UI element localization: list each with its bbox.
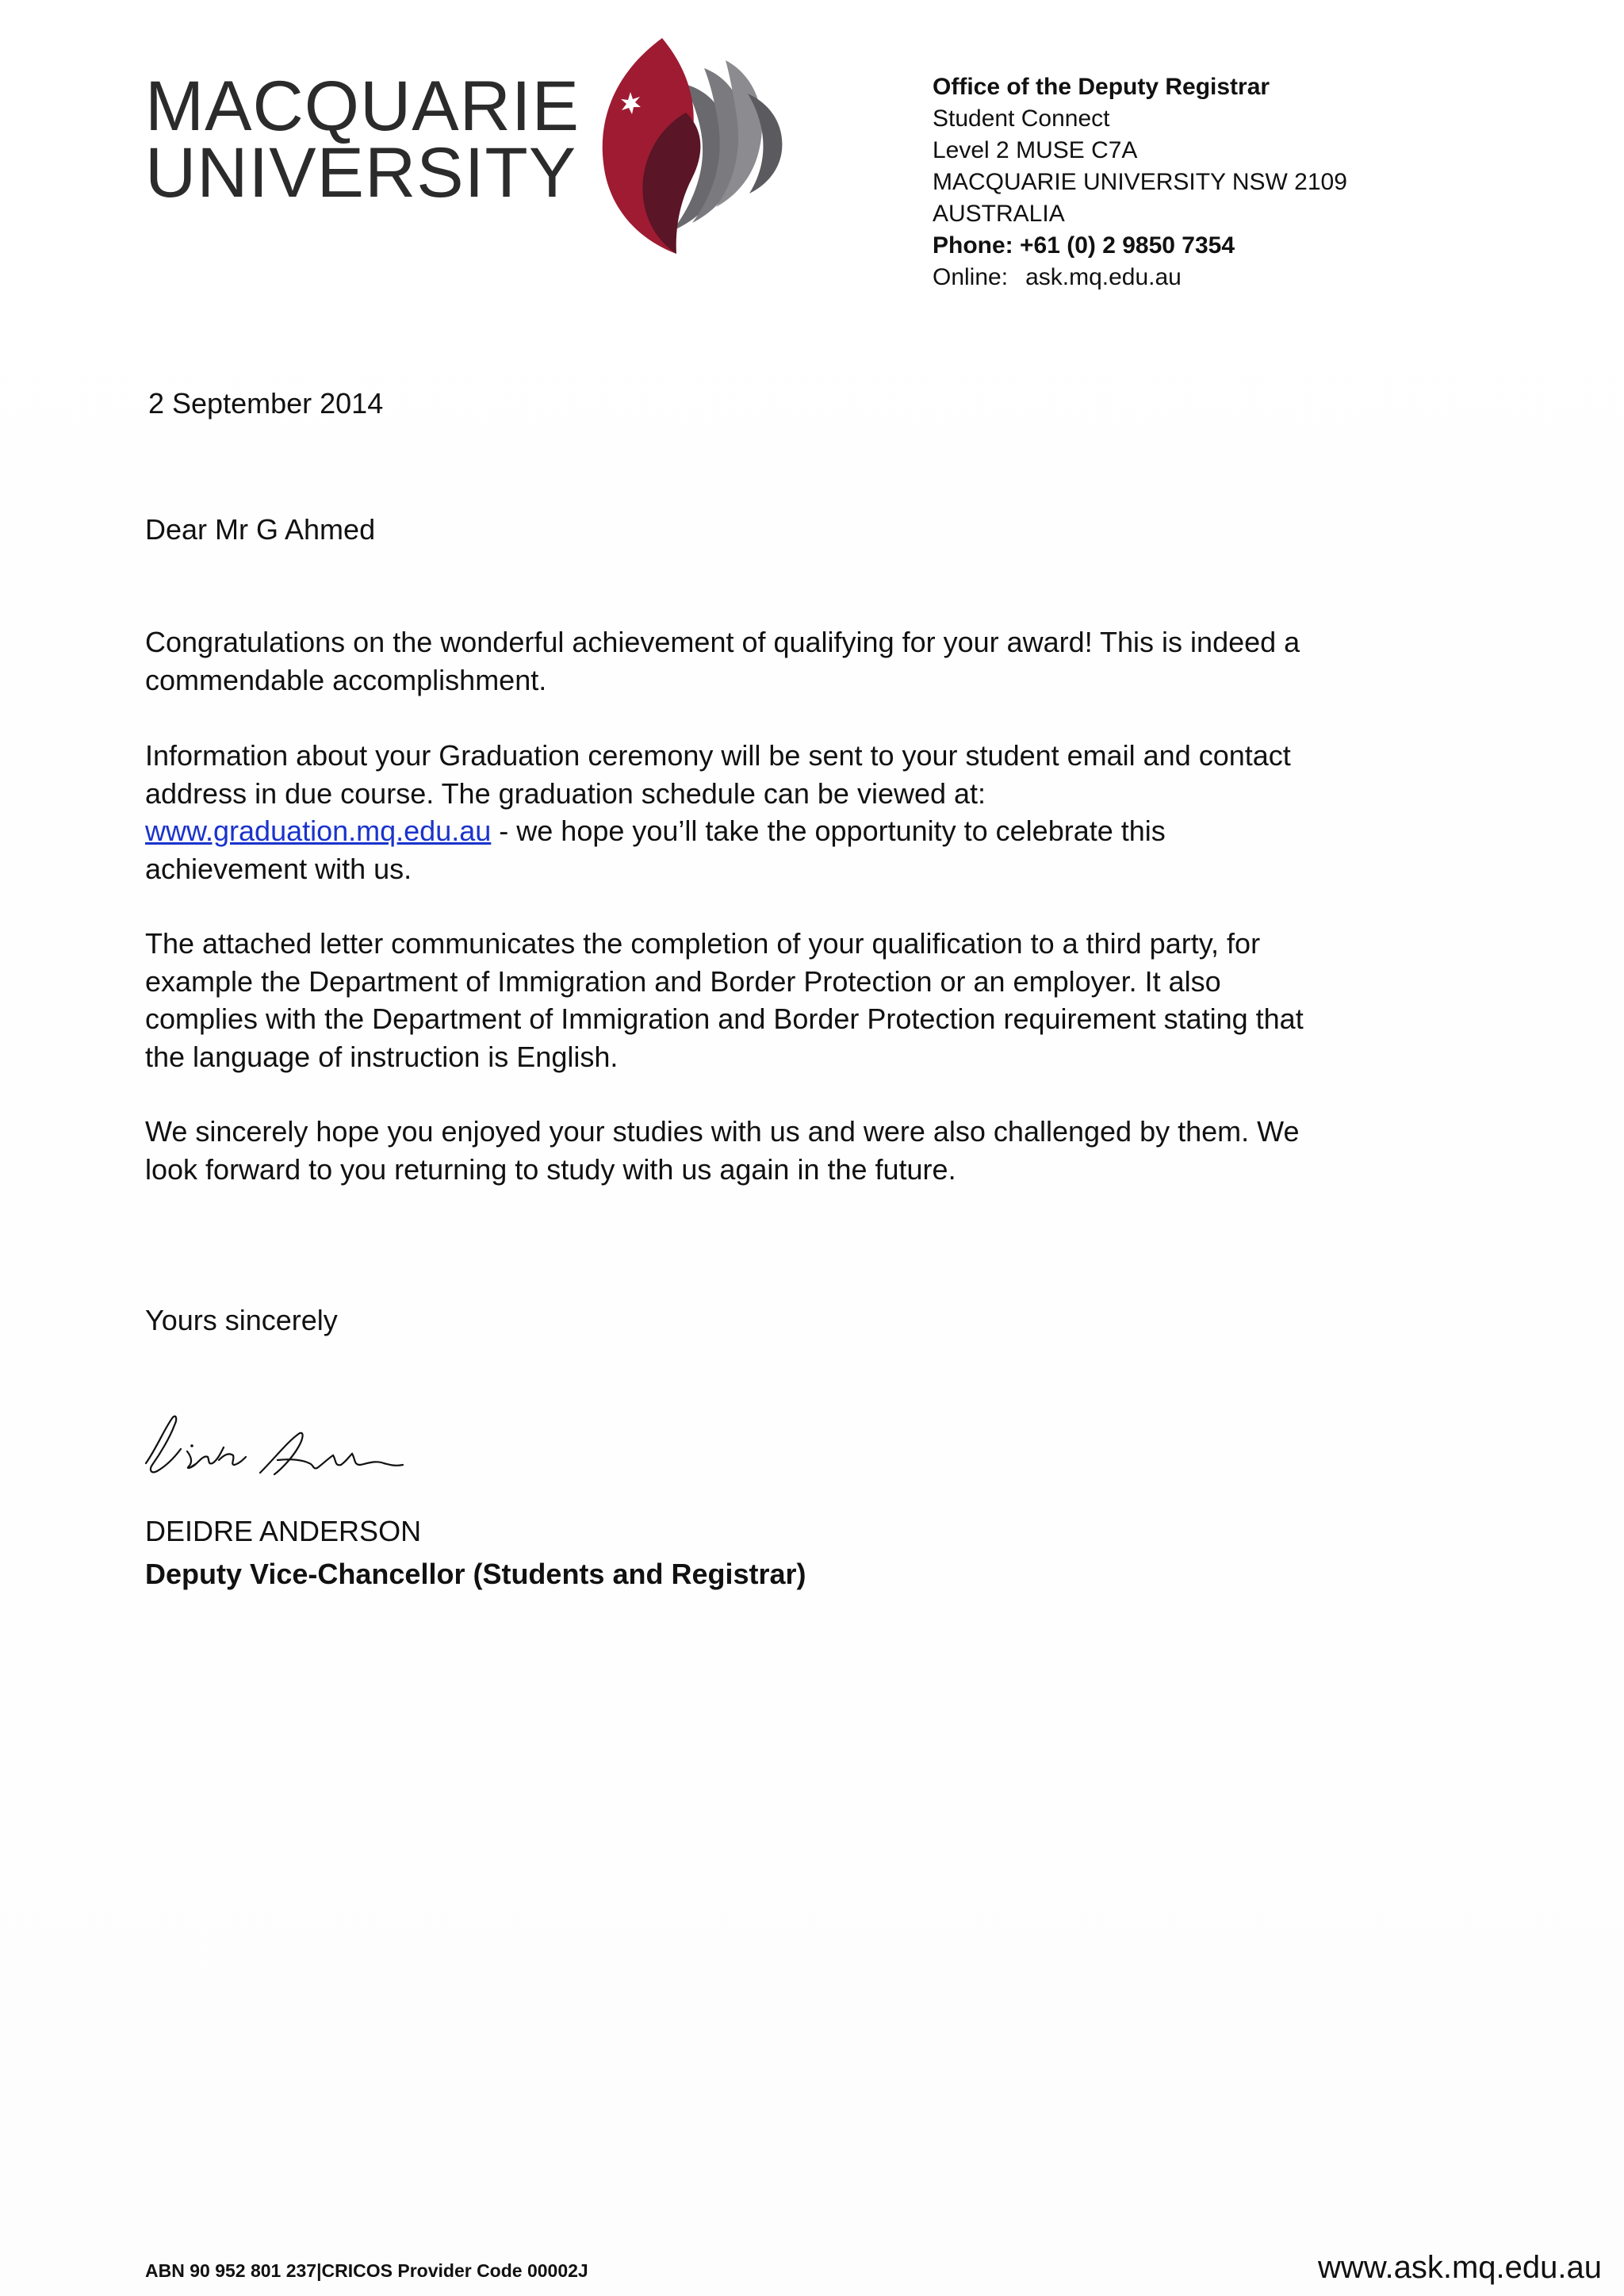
paragraph-2-line-4: achievement with us.	[145, 852, 412, 885]
paragraph-3-line-1: The attached letter communicates the completion of your qualification to a third party, for	[145, 927, 1261, 960]
logo-flame-icon	[597, 36, 787, 255]
paragraph-4	[145, 1113, 1382, 1188]
graduation-link[interactable]: www.graduation.mq.edu.au	[145, 815, 492, 847]
office-online-url: ask.mq.edu.au	[1025, 264, 1182, 290]
paragraph-3-line-4: the language of instruction is English.	[145, 1040, 619, 1073]
office-country: AUSTRALIA	[933, 201, 1065, 227]
letter-date: 2 September 2014	[148, 387, 384, 420]
office-online	[933, 262, 1347, 293]
office-online-label: Online:	[933, 264, 1009, 290]
paragraph-1	[145, 623, 1382, 699]
footer-abn-cricos: ABN 90 952 801 237|CRICOS Provider Code 00002J	[145, 2260, 588, 2281]
logo-line-1: MACQUARIE	[145, 66, 580, 145]
paragraph-2-line-2: address in due course. The graduation schedule can be viewed at:	[145, 776, 986, 810]
signer-name: DEIDRE ANDERSON	[145, 1515, 422, 1547]
office-department: Student Connect	[933, 105, 1110, 132]
handwritten-signature	[141, 1408, 419, 1487]
office-phone: Phone: +61 (0) 2 9850 7354	[933, 232, 1235, 259]
paragraph-4-line-2: look forward to you returning to study with us again in the future.	[145, 1152, 956, 1186]
letter-closing: Yours sincerely	[145, 1304, 338, 1336]
footer-website: www.ask.mq.edu.au	[1318, 2250, 1602, 2285]
paragraph-3-line-2: example the Department of Immigration and Border Protection or an employer. It also	[145, 964, 1221, 998]
office-name: Office of the Deputy Registrar	[933, 74, 1270, 100]
paragraph-2-line-3	[145, 812, 1382, 850]
paragraph-2-line-1: Information about your Graduation ceremony will be sent to your student email and contact	[145, 739, 1291, 772]
office-building: Level 2 MUSE C7A	[933, 137, 1138, 163]
paragraph-1-line-1: Congratulations on the wonderful achievement of qualifying for your award! This is indeed a	[145, 626, 1300, 658]
paragraph-1-line-2: commendable accomplishment.	[145, 663, 547, 696]
paragraph-2-line-3-rest: - we hope you’ll take the opportunity to celebrate this	[491, 815, 1166, 847]
paragraph-3	[145, 925, 1382, 1075]
office-address	[933, 71, 1347, 293]
paragraph-4-line-1: We sincerely hope you enjoyed your studies with us and were also challenged by them. We	[145, 1115, 1300, 1148]
logo-line-2: UNIVERSITY	[145, 132, 577, 212]
signer-title: Deputy Vice-Chancellor (Students and Registrar)	[145, 1558, 806, 1590]
office-city: MACQUARIE UNIVERSITY NSW 2109	[933, 169, 1347, 195]
letter-salutation: Dear Mr G Ahmed	[145, 513, 376, 546]
logo-wordmark	[145, 66, 580, 212]
paragraph-2	[145, 737, 1382, 887]
university-logo	[145, 36, 787, 255]
paragraph-3-line-3: complies with the Department of Immigration and Border Protection requirement stating that	[145, 1002, 1304, 1035]
